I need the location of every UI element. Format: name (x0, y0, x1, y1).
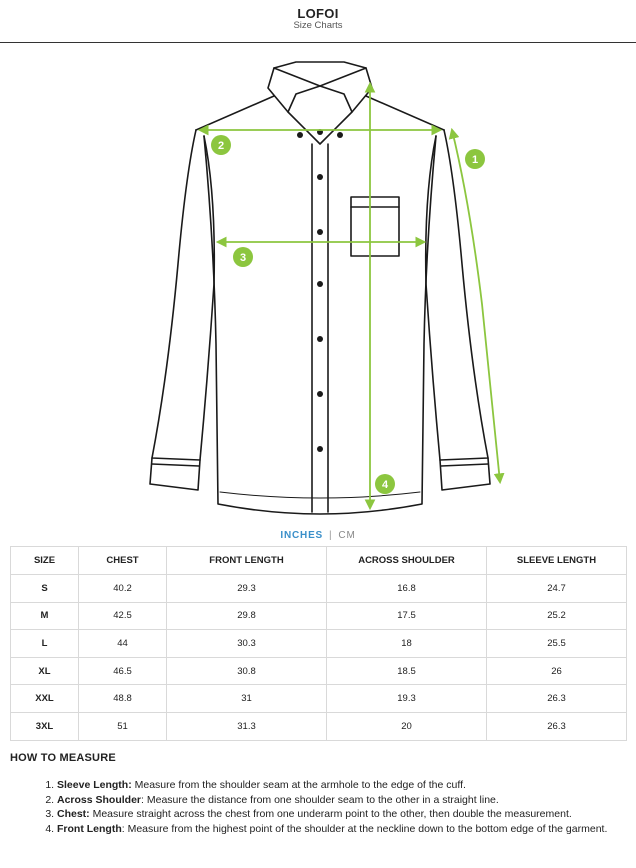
sleeve-length-cell: 25.5 (487, 630, 627, 658)
front-length-cell: 29.3 (167, 575, 327, 603)
sleeve-length-line (452, 130, 500, 482)
brand-title: LOFOI (297, 6, 339, 21)
col-header-front-length: FRONT LENGTH (167, 547, 327, 575)
measure-term: Across Shoulder (57, 793, 142, 806)
measure-description: Measure from the shoulder seam at the armhole to the edge of the cuff. (131, 779, 466, 791)
chest-cell: 51 (79, 712, 167, 740)
unit-toggle (0, 530, 636, 541)
marker-4 (375, 474, 395, 494)
list-item (57, 779, 626, 792)
how-to-measure-section (10, 752, 626, 837)
across-shoulder-cell: 18.5 (327, 657, 487, 685)
table-row (11, 575, 627, 603)
unit-separator: | (329, 530, 333, 541)
size-cell: L (11, 630, 79, 658)
measure-lines (200, 84, 500, 508)
across-shoulder-cell: 20 (327, 712, 487, 740)
marker-1-label: 1 (471, 154, 479, 166)
front-length-cell: 30.3 (167, 630, 327, 658)
unit-inches-tab[interactable]: INCHES (280, 530, 324, 541)
shirt-buttons (297, 129, 343, 452)
size-cell: S (11, 575, 79, 603)
marker-4-label: 4 (381, 479, 389, 491)
col-header-across-shoulder: ACROSS SHOULDER (327, 547, 487, 575)
size-cell: 3XL (11, 712, 79, 740)
table-row (11, 712, 627, 740)
list-item (57, 823, 626, 836)
col-header-size: SIZE (11, 547, 79, 575)
how-to-measure-title: HOW TO MEASURE (10, 752, 116, 764)
size-cell: M (11, 602, 79, 630)
front-length-cell: 31 (167, 685, 327, 713)
chest-cell: 42.5 (79, 602, 167, 630)
table-header-row (11, 547, 627, 575)
how-to-measure-list (10, 779, 626, 835)
size-cell: XXL (11, 685, 79, 713)
measure-description: Measure straight across the chest from one underarm point to the other, then double the measurement. (89, 808, 572, 820)
sleeve-length-cell: 24.7 (487, 575, 627, 603)
chest-cell: 40.2 (79, 575, 167, 603)
shirt-illustration (0, 44, 636, 522)
table-row (11, 685, 627, 713)
shirt-diagram (0, 44, 636, 522)
sleeve-length-cell: 26 (487, 657, 627, 685)
marker-3 (233, 247, 253, 267)
measure-description: : Measure from the highest point of the shoulder at the neckline down to the bottom edge of the garment. (121, 822, 608, 835)
page-header (0, 0, 636, 43)
measure-term: Front Length (57, 822, 122, 835)
list-item (57, 794, 626, 807)
unit-cm-tab[interactable]: CM (338, 530, 356, 541)
front-length-cell: 29.8 (167, 602, 327, 630)
list-item (57, 808, 626, 821)
chest-cell: 48.8 (79, 685, 167, 713)
sleeve-length-cell: 26.3 (487, 685, 627, 713)
chest-cell: 44 (79, 630, 167, 658)
sleeve-length-cell: 26.3 (487, 712, 627, 740)
across-shoulder-cell: 19.3 (327, 685, 487, 713)
front-length-cell: 30.8 (167, 657, 327, 685)
measure-term: Sleeve Length: (57, 779, 132, 791)
marker-3-label: 3 (239, 252, 247, 264)
across-shoulder-cell: 17.5 (327, 602, 487, 630)
across-shoulder-cell: 18 (327, 630, 487, 658)
marker-2-label: 2 (217, 140, 225, 152)
marker-1 (465, 149, 485, 169)
col-header-sleeve-length: SLEEVE LENGTH (487, 547, 627, 575)
col-header-chest: CHEST (79, 547, 167, 575)
size-cell: XL (11, 657, 79, 685)
across-shoulder-cell: 16.8 (327, 575, 487, 603)
page-subtitle: Size Charts (293, 20, 343, 31)
table-row (11, 630, 627, 658)
measure-term: Chest: (57, 808, 90, 820)
size-table (10, 546, 627, 741)
front-length-cell: 31.3 (167, 712, 327, 740)
table-row (11, 657, 627, 685)
measure-description: : Measure the distance from one shoulder seam to the other in a straight line. (141, 793, 499, 806)
marker-2 (211, 135, 231, 155)
table-row (11, 602, 627, 630)
chest-cell: 46.5 (79, 657, 167, 685)
sleeve-length-cell: 25.2 (487, 602, 627, 630)
